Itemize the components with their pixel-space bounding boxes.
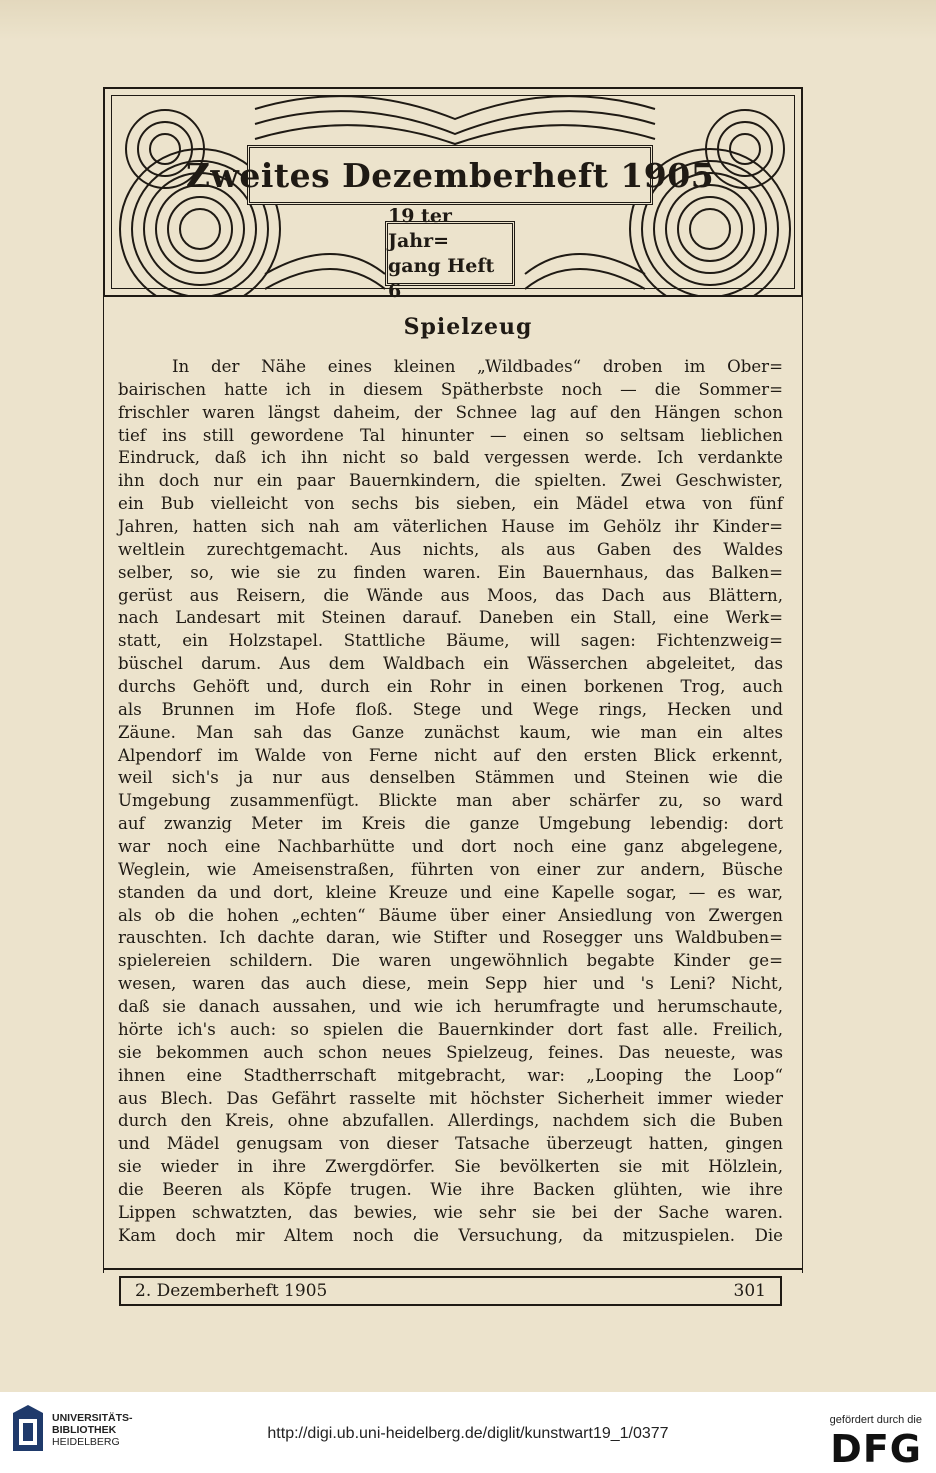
digitization-banner: [0, 1392, 936, 1473]
text-line: Kam doch mir Altem noch die Versuchung, da mitzuspielen. Die: [118, 1225, 783, 1245]
article-title: Spielzeug: [403, 314, 533, 340]
text-line: statt, ein Holzstapel. Stattliche Bäume, will sagen: Fichtenzweig=: [118, 631, 783, 651]
funding-label: gefördert durch die: [829, 1414, 922, 1426]
text-line: Jahren, hatten sich nah am väterlichen Hause im Gehölz ihr Kinder=: [118, 517, 783, 537]
footer-rule: [103, 1268, 803, 1270]
text-line: weil sich's ja nur aus denselben Stämmen und Steinen wie die: [118, 768, 783, 788]
text-line: ihnen eine Stadtherrschaft mitgebracht, war: „Looping the Loop“: [118, 1065, 783, 1085]
text-line: standen da und dort, kleine Kreuze und eine Kapelle sogar, — es war,: [118, 882, 783, 902]
text-line: Lippen schwatzten, das bewies, wie sehr sie bei der Sache waren.: [118, 1202, 783, 1222]
text-line: nach Landesart mit Steinen darauf. Daneben ein Stall, eine Werk=: [118, 608, 783, 628]
text-line: sie wieder in ihre Zwergdörfer. Sie bevölkerten sie mit Hölzlein,: [118, 1157, 783, 1177]
text-line: In der Nähe eines kleinen „Wildbades“ droben im Ober=: [172, 357, 783, 376]
library-name-line-2: BIBLIOTHEK: [52, 1424, 117, 1436]
volume-line-2: gang Heft 6: [388, 254, 495, 302]
footer-issue: 2. Dezemberheft 1905: [135, 1281, 328, 1301]
article-body: [118, 356, 783, 1248]
text-line: frischler waren längst daheim, der Schnee lag auf den Hängen schon: [118, 402, 783, 422]
page-edge: [0, 0, 936, 40]
text-line: spielereien schildern. Die waren ungewöhnlich begabte Kinder ge=: [118, 951, 783, 971]
text-line: durchs Gehöft und, durch ein Rohr in einen borkenen Trog, auch: [118, 677, 783, 697]
text-line: büschel darum. Aus dem Waldbach ein Wässerchen abgeleitet, das: [118, 654, 783, 674]
text-line: selber, so, wie sie zu finden waren. Ein Bauernhaus, das Balken=: [118, 562, 783, 582]
volume-box: [385, 204, 515, 302]
dfg-logo: DFG: [830, 1427, 922, 1471]
text-line: sie bekommen auch schon neues Spielzeug, feines. Das neueste, was: [118, 1042, 783, 1062]
issue-title-box: [185, 145, 715, 205]
library-name-line-3: HEIDELBERG: [52, 1436, 120, 1448]
source-url-link[interactable]: http://digi.ub.uni-heidelberg.de/diglit/kunstwart19_1/0377: [267, 1425, 669, 1442]
text-line: Eindruck, daß ich ihn nicht so bald vergessen werde. Ich verdankte: [118, 448, 783, 468]
text-line: auf zwanzig Meter im Kreis die ganze Umgebung lebendig: dort: [118, 814, 783, 834]
text-line: ein Bub vielleicht von sechs bis sieben, ein Mädel etwa von fünf: [118, 494, 783, 514]
text-line: ihn doch nur ein paar Bauernkindern, die spielten. Zwei Geschwister,: [118, 471, 783, 491]
page-number: 301: [733, 1281, 766, 1301]
text-line: und Mädel genugsam von dieser Tatsache überzeugt hatten, gingen: [118, 1134, 783, 1154]
top-waves: [255, 96, 655, 144]
library-name-line-1: UNIVERSITÄTS-: [52, 1412, 133, 1424]
text-line: wesen, waren das auch diese, mein Sepp hier und 's Leni? Nicht,: [118, 974, 783, 994]
text-line: aus Blech. Das Gefährt rasselte mit höchster Sicherheit immer wieder: [118, 1088, 783, 1108]
text-line: bairischen hatte ich in diesem Spätherbste noch — die Sommer=: [118, 379, 783, 399]
volume-line-1: 19 ter Jahr=: [388, 204, 452, 252]
text-line: durch den Kreis, ohne abzufallen. Allerdings, nachdem sich die Buben: [118, 1111, 783, 1131]
text-line: war noch eine Nachbarhütte und dort noch eine ganz abgelegene,: [118, 837, 783, 857]
text-line: als Brunnen im Hofe floß. Stege und Wege rings, Hecken und: [118, 699, 783, 719]
text-line: rauschten. Ich dachte daran, wie Stifter und Rosegger uns Waldbuben=: [118, 928, 783, 948]
issue-title: Zweites Dezemberheft 1905: [185, 155, 715, 195]
text-line: daß sie danach aussahen, und wie ich herumfragte und herumschaute,: [118, 997, 783, 1017]
text-line: Weglein, wie Ameisenstraßen, führten von einer zur andern, Büsche: [118, 859, 783, 879]
page-footer: [119, 1276, 782, 1306]
text-line: gerüst aus Reisern, die Wände aus Moos, das Dach aus Blättern,: [118, 585, 783, 605]
text-line: Zäune. Man sah das Ganze zunächst kaum, wie man ein altes: [118, 722, 783, 742]
text-line: tief ins still gewordene Tal hinunter — einen so seltsam lieblichen: [118, 425, 783, 445]
text-line: weltlein zurechtgemacht. Aus nichts, als aus Gaben des Waldes: [118, 539, 783, 559]
text-line: als ob die hohen „echten“ Bäume über einer Ansiedlung von Zwergen: [118, 905, 783, 925]
text-line: Umgebung zusammenfügt. Blickte man aber schärfer zu, so ward: [118, 791, 783, 811]
text-line: Alpendorf im Walde von Ferne nicht auf den ersten Blick erkennt,: [118, 745, 783, 765]
text-line: hörte ich's auch: so spielen die Bauernkinder dort fast alle. Freilich,: [118, 1019, 783, 1039]
text-line: die Beeren als Köpfe trugen. Wie ihre Backen glühten, wie ihre: [118, 1179, 783, 1199]
